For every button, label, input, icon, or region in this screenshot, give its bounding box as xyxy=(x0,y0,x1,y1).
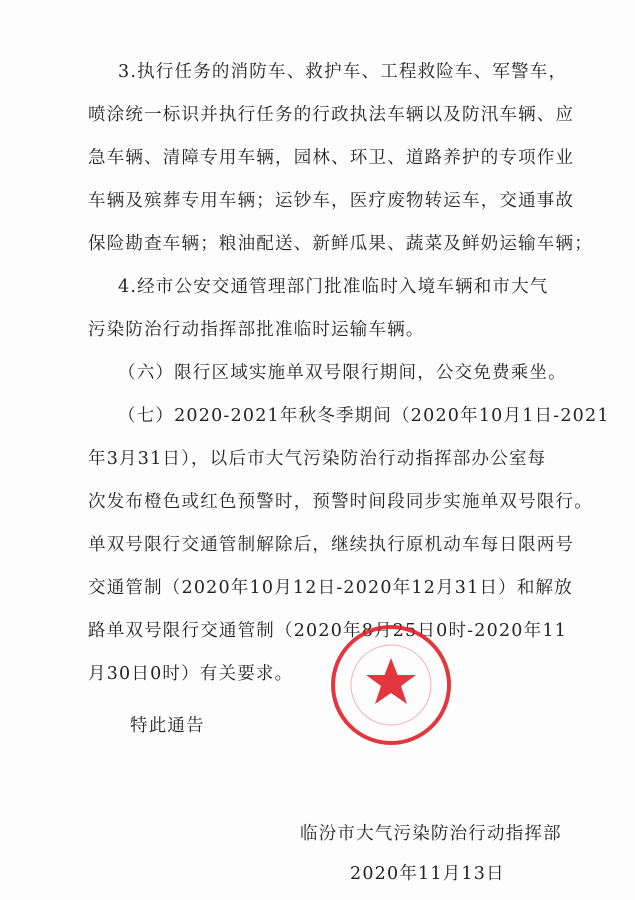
body-line-7: 污染防治行动指挥部批准临时运输车辆。 xyxy=(88,320,425,340)
closing-text: 特此通告 xyxy=(130,716,205,736)
body-line-11: 次发布橙色或红色预警时，预警时间段同步实施单双号限行。 xyxy=(88,492,593,512)
body-line-8: （六）限行区域实施单双号限行期间，公交免费乘坐。 xyxy=(118,363,567,383)
body-line-10: 年3月31日），以后市大气污染防治行动指挥部办公室每 xyxy=(88,449,547,469)
body-line-4: 车辆及殡葬专用车辆；运钞车，医疗废物转运车，交通事故 xyxy=(88,191,575,211)
signature-date: 2020年11月13日 xyxy=(350,864,505,884)
body-line-6: 4.经市公安交通管理部门批准临时入境车辆和市大气 xyxy=(118,277,549,297)
body-line-5: 保险勘查车辆；粮油配送、新鲜瓜果、蔬菜及鲜奶运输车辆； xyxy=(88,234,593,254)
body-line-3: 急车辆、清障专用车辆，园林、环卫、道路养护的专项作业 xyxy=(88,148,575,168)
signature-organization: 临汾市大气污染防治行动指挥部 xyxy=(300,824,562,844)
body-line-14: 路单双号限行交通管制（2020年8月25日0时-2020年11 xyxy=(88,621,567,641)
body-line-2: 喷涂统一标识并执行任务的行政执法车辆以及防汛车辆、应 xyxy=(88,105,575,125)
official-seal-stamp xyxy=(328,622,454,748)
body-line-13: 交通管制（2020年10月12日-2020年12月31日）和解放 xyxy=(88,578,573,598)
body-line-1: 3.执行任务的消防车、救护车、工程救险车、军警车， xyxy=(118,62,568,82)
body-line-15: 月30日0时）有关要求。 xyxy=(88,664,294,684)
body-line-12: 单双号限行交通管制解除后，继续执行原机动车每日限两号 xyxy=(88,535,575,555)
body-line-9: （七）2020-2021年秋冬季期间（2020年10月1日-2021 xyxy=(118,406,610,426)
